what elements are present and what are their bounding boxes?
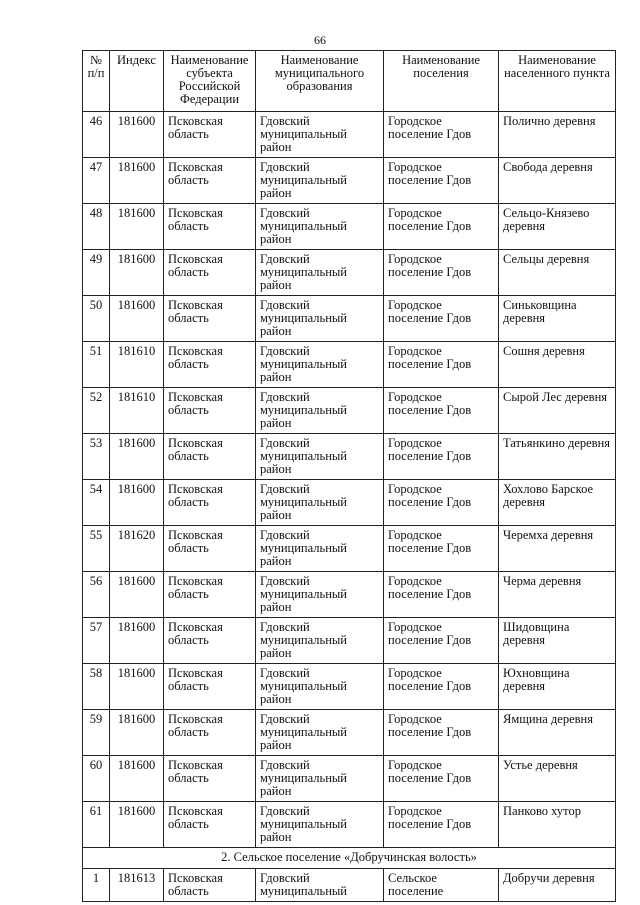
row-settlement: Городское поселение Гдов [384, 158, 499, 204]
row-municipality: Гдовский муниципальный район [256, 802, 384, 848]
row-index: 181600 [110, 112, 164, 158]
row-num: 46 [83, 112, 110, 158]
row-index: 181600 [110, 664, 164, 710]
row-settlement: Городское поселение Гдов [384, 342, 499, 388]
row-locality: Татьянкино деревня [499, 434, 616, 480]
table-row [83, 434, 616, 480]
row-municipality: Гдовский муниципальный район [256, 710, 384, 756]
row-municipality: Гдовский муниципальный район [256, 388, 384, 434]
row-subject: Псковская область [164, 158, 256, 204]
table-row [83, 664, 616, 710]
row-num: 47 [83, 158, 110, 204]
row-settlement: Городское поселение Гдов [384, 296, 499, 342]
row-index: 181610 [110, 388, 164, 434]
row-settlement: Сельское поселение [384, 869, 499, 902]
row-municipality: Гдовский муниципальный район [256, 664, 384, 710]
row-subject: Псковская область [164, 869, 256, 902]
row-index: 181600 [110, 756, 164, 802]
table-row [83, 342, 616, 388]
row-num: 57 [83, 618, 110, 664]
row-locality: Черма деревня [499, 572, 616, 618]
table-row [83, 480, 616, 526]
row-locality: Шидовщина деревня [499, 618, 616, 664]
row-num: 52 [83, 388, 110, 434]
row-num: 60 [83, 756, 110, 802]
row-locality: Юхновщина деревня [499, 664, 616, 710]
table-row [83, 112, 616, 158]
table-row [83, 572, 616, 618]
section-row [83, 848, 616, 869]
row-municipality: Гдовский муниципальный район [256, 572, 384, 618]
row-index: 181600 [110, 158, 164, 204]
row-locality: Ямщина деревня [499, 710, 616, 756]
row-municipality: Гдовский муниципальный район [256, 296, 384, 342]
table-row [83, 388, 616, 434]
table-row [83, 869, 616, 902]
row-subject: Псковская область [164, 664, 256, 710]
row-locality: Хохлово Барское деревня [499, 480, 616, 526]
row-settlement: Городское поселение Гдов [384, 802, 499, 848]
row-settlement: Городское поселение Гдов [384, 572, 499, 618]
row-num: 55 [83, 526, 110, 572]
table-row [83, 802, 616, 848]
table-row [83, 250, 616, 296]
row-subject: Псковская область [164, 296, 256, 342]
table-header-row [83, 51, 616, 112]
row-municipality: Гдовский муниципальный район [256, 434, 384, 480]
row-settlement: Городское поселение Гдов [384, 526, 499, 572]
row-index: 181600 [110, 296, 164, 342]
row-index: 181600 [110, 802, 164, 848]
row-settlement: Городское поселение Гдов [384, 618, 499, 664]
row-subject: Псковская область [164, 756, 256, 802]
row-settlement: Городское поселение Гдов [384, 250, 499, 296]
row-subject: Псковская область [164, 618, 256, 664]
row-municipality: Гдовский муниципальный район [256, 756, 384, 802]
header-subject: Наименование субъекта Российской Федерации [164, 51, 256, 112]
row-municipality: Гдовский муниципальный район [256, 158, 384, 204]
row-locality: Сельцо-Князево деревня [499, 204, 616, 250]
row-locality: Устье деревня [499, 756, 616, 802]
row-num: 50 [83, 296, 110, 342]
row-settlement: Городское поселение Гдов [384, 388, 499, 434]
row-subject: Псковская область [164, 250, 256, 296]
table-row [83, 296, 616, 342]
row-locality: Черемха деревня [499, 526, 616, 572]
row-num: 49 [83, 250, 110, 296]
row-subject: Псковская область [164, 112, 256, 158]
row-num: 51 [83, 342, 110, 388]
header-locality: Наименование населенного пункта [499, 51, 616, 112]
header-settlement: Наименование поселения [384, 51, 499, 112]
row-index: 181613 [110, 869, 164, 902]
row-locality: Сельцы деревня [499, 250, 616, 296]
table-row [83, 158, 616, 204]
row-subject: Псковская область [164, 710, 256, 756]
row-municipality: Гдовский муниципальный район [256, 526, 384, 572]
row-num: 48 [83, 204, 110, 250]
row-num: 56 [83, 572, 110, 618]
header-index: Индекс [110, 51, 164, 112]
row-locality: Добручи деревня [499, 869, 616, 902]
row-index: 181600 [110, 480, 164, 526]
table-body [83, 112, 616, 902]
row-num: 1 [83, 869, 110, 902]
row-locality: Синьковщина деревня [499, 296, 616, 342]
row-index: 181600 [110, 204, 164, 250]
row-num: 58 [83, 664, 110, 710]
row-settlement: Городское поселение Гдов [384, 434, 499, 480]
row-index: 181600 [110, 710, 164, 756]
row-subject: Псковская область [164, 342, 256, 388]
localities-table [82, 50, 616, 902]
table-row [83, 756, 616, 802]
row-settlement: Городское поселение Гдов [384, 710, 499, 756]
row-settlement: Городское поселение Гдов [384, 204, 499, 250]
row-index: 181600 [110, 434, 164, 480]
row-subject: Псковская область [164, 204, 256, 250]
row-settlement: Городское поселение Гдов [384, 756, 499, 802]
row-num: 53 [83, 434, 110, 480]
table-row [83, 618, 616, 664]
header-num: № п/п [83, 51, 110, 112]
row-municipality: Гдовский муниципальный район [256, 480, 384, 526]
table-row [83, 710, 616, 756]
row-num: 59 [83, 710, 110, 756]
row-municipality: Гдовский муниципальный [256, 869, 384, 902]
section-heading: 2. Сельское поселение «Добручинская волость» [83, 848, 616, 869]
row-municipality: Гдовский муниципальный район [256, 250, 384, 296]
row-index: 181600 [110, 572, 164, 618]
header-municipality: Наименование муниципального образования [256, 51, 384, 112]
row-municipality: Гдовский муниципальный район [256, 618, 384, 664]
row-subject: Псковская область [164, 480, 256, 526]
row-subject: Псковская область [164, 388, 256, 434]
row-settlement: Городское поселение Гдов [384, 480, 499, 526]
row-subject: Псковская область [164, 434, 256, 480]
row-index: 181600 [110, 618, 164, 664]
row-index: 181610 [110, 342, 164, 388]
row-subject: Псковская область [164, 572, 256, 618]
row-locality: Свобода деревня [499, 158, 616, 204]
row-settlement: Городское поселение Гдов [384, 664, 499, 710]
row-locality: Панково хутор [499, 802, 616, 848]
row-index: 181600 [110, 250, 164, 296]
row-subject: Псковская область [164, 526, 256, 572]
row-num: 61 [83, 802, 110, 848]
table-row [83, 526, 616, 572]
row-municipality: Гдовский муниципальный район [256, 112, 384, 158]
row-subject: Псковская область [164, 802, 256, 848]
row-locality: Сошня деревня [499, 342, 616, 388]
table-row [83, 204, 616, 250]
row-municipality: Гдовский муниципальный район [256, 342, 384, 388]
row-num: 54 [83, 480, 110, 526]
row-municipality: Гдовский муниципальный район [256, 204, 384, 250]
row-settlement: Городское поселение Гдов [384, 112, 499, 158]
row-locality: Полично деревня [499, 112, 616, 158]
row-locality: Сырой Лес деревня [499, 388, 616, 434]
page-number: 66 [314, 33, 326, 47]
row-index: 181620 [110, 526, 164, 572]
